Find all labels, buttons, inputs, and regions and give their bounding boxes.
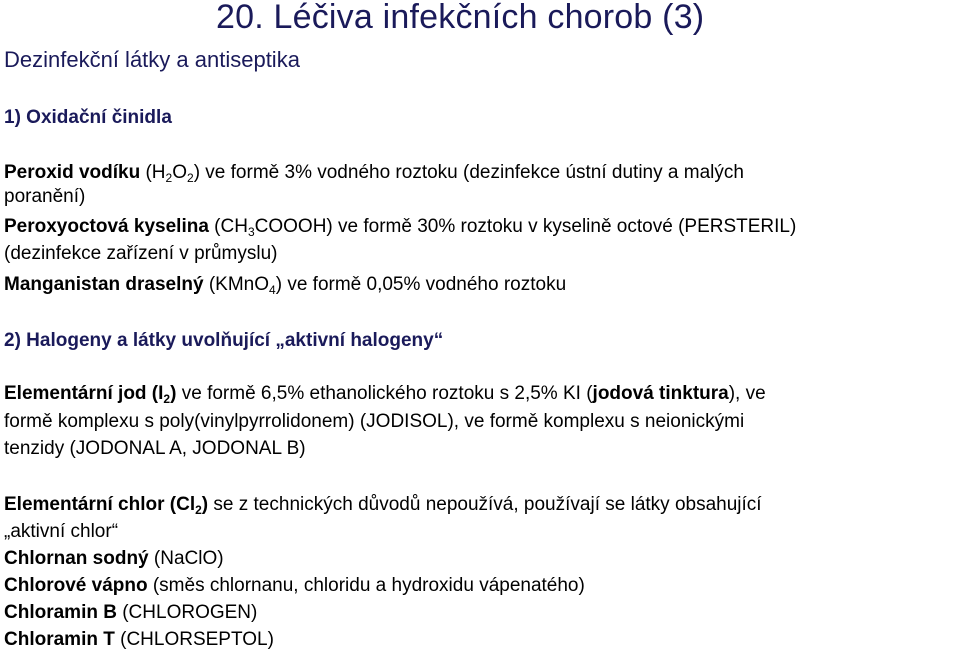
page-title: 20. Léčiva infekčních chorob (3) — [216, 0, 705, 36]
page-subtitle: Dezinfekční látky a antiseptika — [4, 47, 300, 72]
item-jod-line3: tenzidy (JODONAL A, JODONAL B) — [4, 438, 306, 459]
item-peroxid-line2: poranění) — [4, 186, 86, 207]
item-chlor-line1: Elementární chlor $(Cl_2)$ se z technických důvodů nepoužívá, používají se látky obsahující — [4, 494, 762, 517]
item-manganistan: Manganistan draselný (KMnO$_4$) ve formě 0,05% vodného roztoku — [4, 274, 567, 297]
item-jod-line1: Elementární jod $(I_2)$ ve formě 6,5% ethanolického roztoku s 2,5% KI (jodová tinktura), ve — [4, 383, 766, 406]
item-vapno: Chlorové vápno (směs chlornanu, chloridu a hydroxidu vápenatého) — [4, 575, 585, 596]
item-chlornan: Chlornan sodný (NaClO) — [4, 548, 224, 569]
item-name: Peroxid vodíku — [4, 162, 141, 183]
item-peroxid-line1: Peroxid vodíku $(H_2O_2)$ ve formě 3% vodného roztoku (dezinfekce ústní dutiny a malých — [4, 162, 744, 185]
item-name: Elementární jod $(I_2)$ — [4, 383, 177, 406]
item-name: Manganistan draselný — [4, 274, 204, 295]
item-jod-line2: formě komplexu s poly(vinylpyrrolidonem) (JODISOL), ve formě komplexu s neionickými — [4, 411, 745, 432]
section-heading-oxidizers: 1) Oxidační činidla — [4, 107, 172, 128]
item-chlor-line2: „aktivní chlor“ — [4, 521, 119, 542]
item-peroxyoctova-line1: Peroxyoctová kyselina $(CH_3COOOH)$ ve formě 30% roztoku v kyselině octové (PERSTERIL) — [4, 216, 797, 239]
item-chloramin-b: Chloramin B (CHLOROGEN) — [4, 602, 258, 623]
section-heading-halogens: 2) Halogeny a látky uvolňující „aktivní halogeny“ — [4, 330, 444, 351]
item-name: Elementární chlor $(Cl_2)$ — [4, 494, 209, 517]
item-name: Peroxyoctová kyselina — [4, 216, 209, 237]
item-peroxyoctova-line2: (dezinfekce zařízení v průmyslu) — [4, 243, 278, 264]
item-chloramin-t: Chloramin T (CHLORSEPTOL) — [4, 629, 274, 650]
